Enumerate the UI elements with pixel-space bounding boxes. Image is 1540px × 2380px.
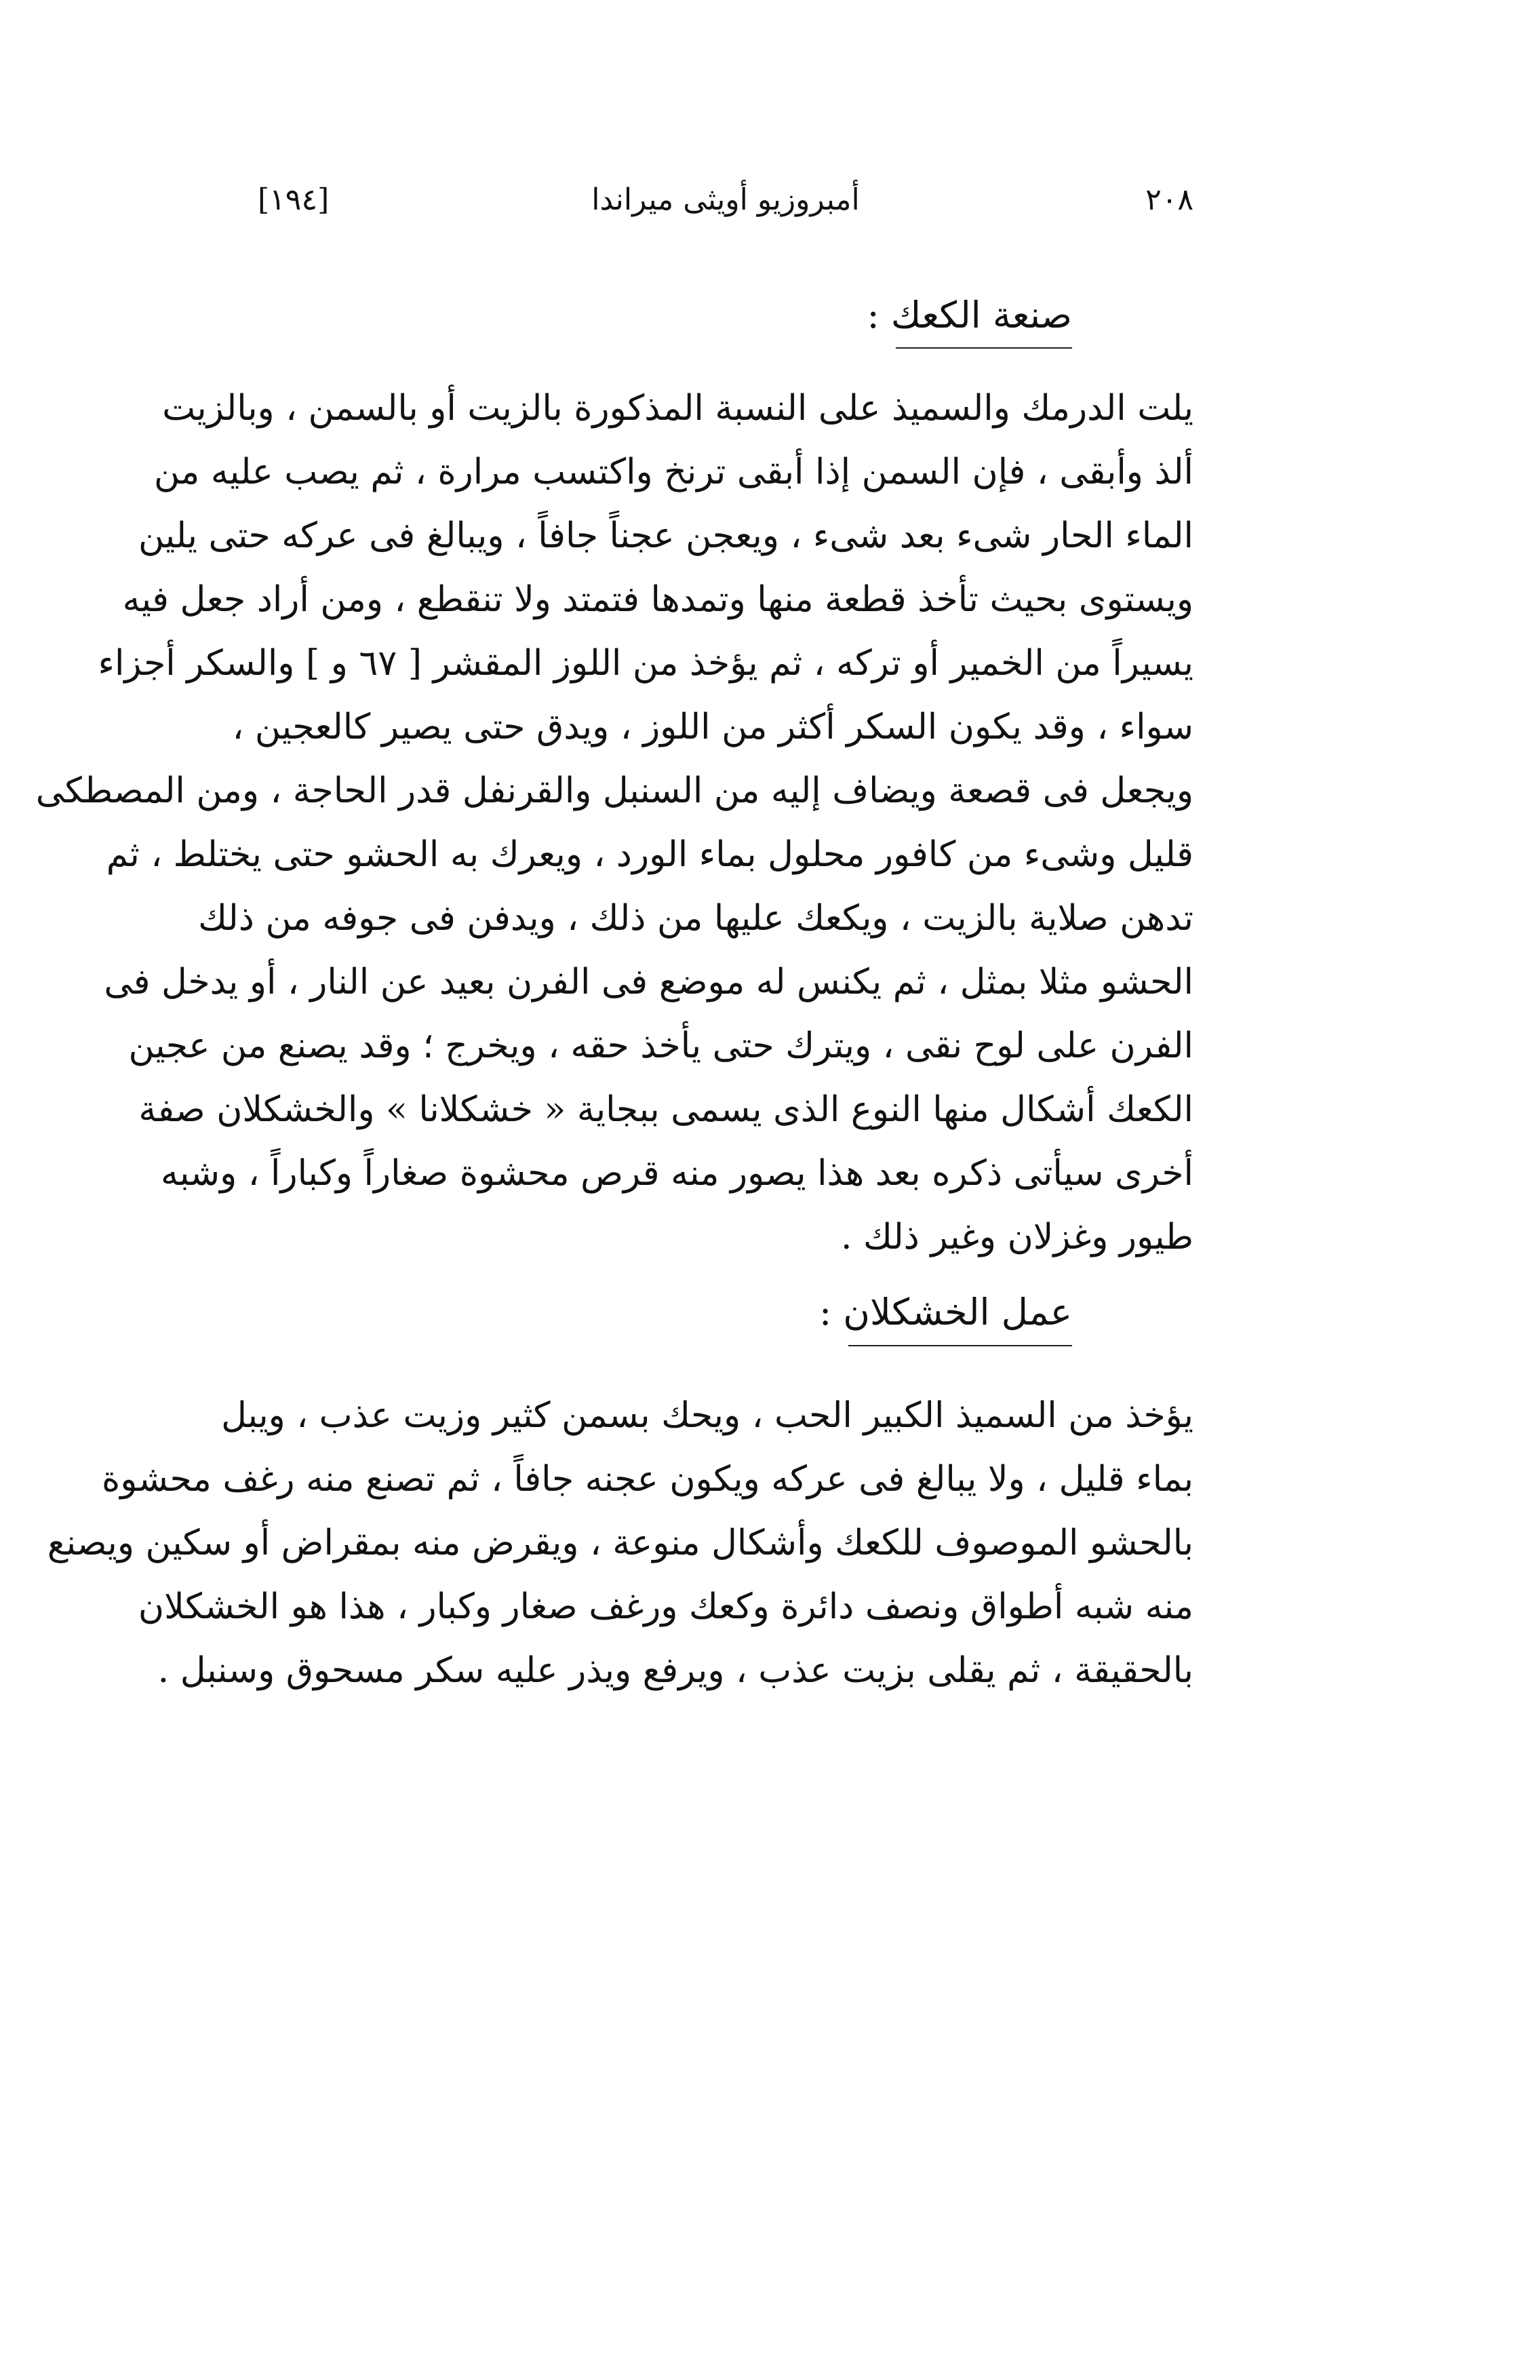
text-line: ويجعل فى قصعة ويضاف إليه من السنبل والقرنفل قدر الحاجة ، ومن المصطكى [35, 770, 1193, 811]
text-line: الكعك أشكال منها النوع الذى يسمى ببجاية « خشكلانا » والخشكلان صفة [138, 1089, 1193, 1130]
text-line: أخرى سيأتى ذكره بعد هذا يصور منه قرص محشوة صغاراً وكباراً ، وشبه [160, 1153, 1193, 1194]
paragraph-khushkalan [47, 1384, 1193, 1702]
text-line: طيور وغزلان وغير ذلك . [840, 1217, 1193, 1257]
text-line: الماء الحار شىء بعد شىء ، ويعجن عجناً جافاً ، ويبالغ فى عركه حتى يلين [138, 515, 1193, 556]
text-line: يلت الدرمك والسميذ على النسبة المذكورة بالزيت أو بالسمن ، وبالزيت [162, 388, 1193, 429]
text-line: تدهن صلاية بالزيت ، ويكعك عليها من ذلك ، ويدفن فى جوفه من ذلك [198, 898, 1193, 939]
text-line: ألذ وأبقى ، فإن السمن إذا أبقى ترنخ واكتسب مرارة ، ثم يصب عليه من [153, 452, 1193, 492]
paragraph-kaak [35, 376, 1193, 1269]
text-line: ويستوى بحيث تأخذ قطعة منها وتمدها فتمتد ولا تنقطع ، ومن أراد جعل فيه [122, 579, 1193, 620]
page-reference: [١٩٤] [258, 182, 330, 217]
text-line: يؤخذ من السميذ الكبير الحب ، ويحك بسمن كثير وزيت عذب ، ويبل [221, 1395, 1193, 1436]
text-line: الحشو مثلا بمثل ، ثم يكنس له موضع فى الفرن بعيد عن النار ، أو يدخل فى [104, 962, 1193, 1002]
page-number: ٢٠٨ [1145, 182, 1193, 217]
text-line: بالحقيقة ، ثم يقلى بزيت عذب ، ويرفع ويذر عليه سكر مسحوق وسنبل . [157, 1650, 1193, 1691]
heading-underline [896, 347, 1072, 349]
text-line: قليل وشىء من كافور محلول بماء الورد ، ويعرك به الحشو حتى يختلط ، ثم [106, 834, 1193, 875]
running-title: أمبروزيو أويثى ميراندا [591, 182, 860, 217]
text-line: سواء ، وقد يكون السكر أكثر من اللوز ، ويدق حتى يصير كالعجين ، [232, 707, 1193, 747]
text-line: بماء قليل ، ولا يبالغ فى عركه ويكون عجنه جافاً ، ثم تصنع منه رغف محشوة [101, 1459, 1193, 1500]
text-line: بالحشو الموصوف للكعك وأشكال منوعة ، ويقرض منه بمقراض أو سكين ويصنع [47, 1523, 1193, 1563]
text-line: يسيراً من الخمير أو تركه ، ثم يؤخذ من اللوز المقشر [ ٦٧ و ] والسكر أجزاء [98, 643, 1193, 684]
text-line: منه شبه أطواق ونصف دائرة وكعك ورغف صغار وكبار ، هذا هو الخشكلان [138, 1586, 1193, 1627]
running-header [258, 176, 1193, 224]
text-line: الفرن على لوح نقى ، ويترك حتى يأخذ حقه ، ويخرج ؛ وقد يصنع من عجين [128, 1026, 1193, 1066]
heading-underline [848, 1345, 1072, 1346]
section-heading-kaak: صنعة الكعك : [867, 294, 1072, 336]
section-heading-khushkalan: عمل الخشكلان : [818, 1291, 1072, 1333]
